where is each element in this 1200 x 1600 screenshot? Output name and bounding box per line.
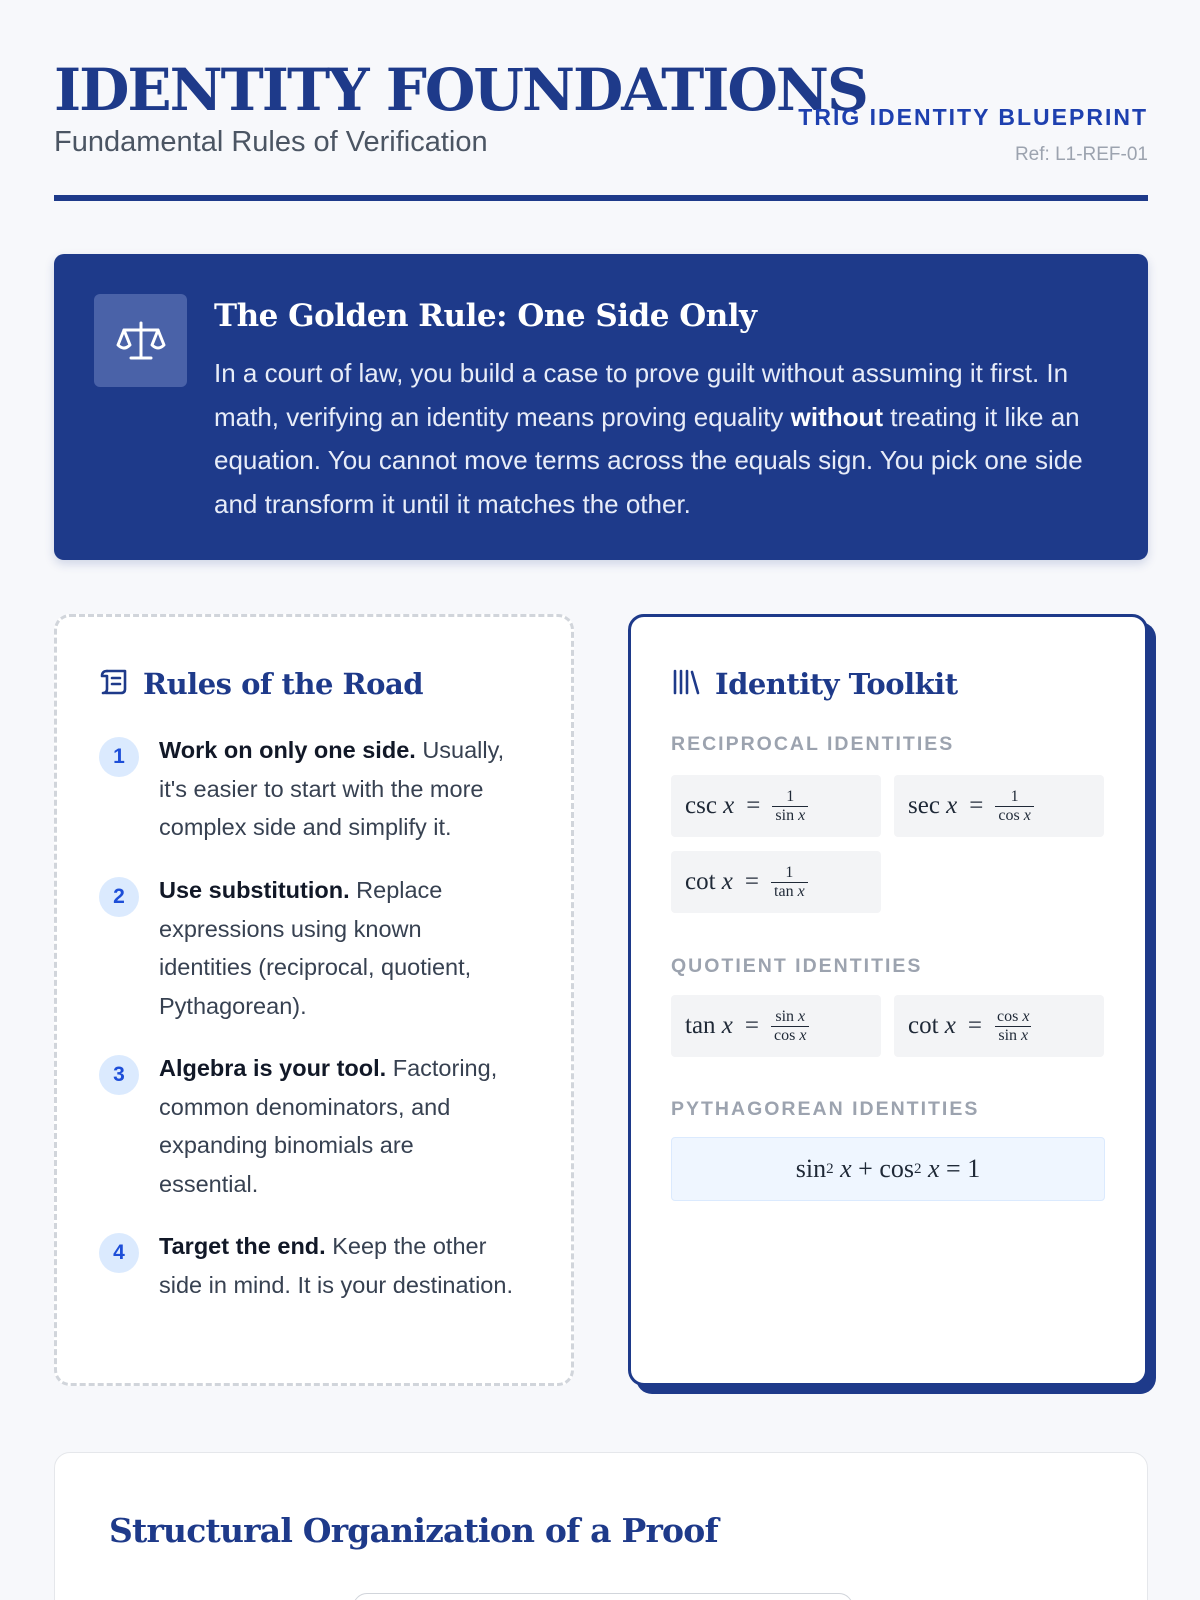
proof-structure-box <box>353 1593 853 1600</box>
cot-quotient-identity <box>894 995 1104 1057</box>
rules-header <box>99 667 423 701</box>
numerator: 1 <box>785 863 794 881</box>
rule-detail: Replace expressions using known identities (reciprocal, quotient, Pythagorean). <box>159 877 472 1019</box>
variable: x <box>797 882 805 900</box>
reciprocal-identities-label: RECIPROCAL IDENTITIES <box>671 733 955 755</box>
rule-lead: Algebra is your tool. <box>159 1055 387 1081</box>
identity-toolkit-card <box>628 614 1148 1386</box>
fraction <box>994 1008 1032 1045</box>
rule-detail: Usually, it's easier to start with the more complex side and simplify it. <box>159 737 505 840</box>
numerator <box>994 1008 1032 1026</box>
variable: x <box>1023 806 1031 824</box>
rule-lead: Work on only one side. <box>159 737 416 763</box>
rule-number-badge: 3 <box>99 1055 139 1095</box>
equals-sign: = <box>967 1012 983 1039</box>
variable: x <box>723 792 735 819</box>
page-subtitle: Fundamental Rules of Verification <box>54 126 488 158</box>
rule-text <box>159 871 519 1025</box>
function-name: tan <box>685 1012 716 1039</box>
rule-number-badge: 4 <box>99 1233 139 1273</box>
cot-reciprocal-identity <box>671 851 881 913</box>
variable: x <box>798 806 806 824</box>
variable: x <box>799 1026 807 1044</box>
exponent: 2 <box>914 1160 922 1177</box>
function-name: cot <box>908 1012 939 1039</box>
variable: x <box>840 1154 852 1183</box>
denominator-function: tan <box>774 882 794 900</box>
function-name: cot <box>685 868 716 895</box>
rule-lead: Use substitution. <box>159 877 350 903</box>
rule-number-badge: 1 <box>99 737 139 777</box>
result-value: 1 <box>967 1154 981 1183</box>
numerator-function: sin <box>775 1007 795 1025</box>
page-title: IDENTITY FOUNDATIONS <box>54 56 867 124</box>
denominator-function: sin <box>998 1026 1018 1044</box>
section-title: Structural Organization of a Proof <box>109 1511 718 1550</box>
function-name: csc <box>685 792 717 819</box>
equals-sign: = <box>746 792 761 819</box>
equals-sign: = <box>946 1154 961 1183</box>
toolkit-title: Identity Toolkit <box>715 667 958 701</box>
rule-text <box>159 1227 519 1304</box>
denominator <box>771 1026 809 1045</box>
numerator <box>772 1008 808 1026</box>
variable: x <box>1021 1026 1029 1044</box>
rules-of-the-road-card <box>54 614 574 1386</box>
variable: x <box>798 1007 806 1025</box>
toolkit-header <box>671 667 958 701</box>
fraction <box>995 788 1033 825</box>
golden-rule-title: The Golden Rule: One Side Only <box>214 298 757 334</box>
golden-rule-emphasis: without <box>790 401 884 432</box>
denominator-function: cos <box>774 1026 796 1044</box>
pythagorean-identity <box>671 1137 1105 1201</box>
rule-text <box>159 1049 519 1203</box>
denominator-function: cos <box>998 806 1020 824</box>
rule-lead: Target the end. <box>159 1233 326 1259</box>
fraction <box>771 1008 809 1045</box>
exponent: 2 <box>826 1160 834 1177</box>
sec-identity <box>894 775 1104 837</box>
rule-text <box>159 731 519 847</box>
variable: x <box>944 1012 956 1039</box>
books-icon <box>671 668 701 701</box>
reference-code: Ref: L1-REF-01 <box>1014 144 1148 165</box>
golden-rule-body <box>214 352 1094 526</box>
denominator-function: sin <box>775 806 795 824</box>
golden-rule-text-start: In a court of law, you build a case to prove guilt without assuming it first. In math, verifying an identity means proving equality <box>214 358 1069 432</box>
fraction <box>771 864 808 901</box>
denominator <box>995 1026 1031 1045</box>
function-name: sec <box>908 792 940 819</box>
variable: x <box>928 1154 940 1183</box>
structural-organization-section <box>54 1452 1148 1600</box>
quotient-identities-label: QUOTIENT IDENTITIES <box>671 955 923 977</box>
blueprint-label: TRIG IDENTITY BLUEPRINT <box>798 104 1148 130</box>
golden-rule-text-end: treating it like an equation. You cannot move terms across the equals sign. You pick one side and transform it until it matches the other. <box>214 401 1083 519</box>
function-name: cos <box>879 1154 914 1183</box>
page-header <box>54 56 1148 201</box>
equals-sign: = <box>969 792 984 819</box>
variable: x <box>721 868 733 895</box>
csc-identity <box>671 775 881 837</box>
fraction <box>772 788 808 825</box>
rules-title: Rules of the Road <box>143 667 424 701</box>
scale-icon <box>94 294 187 387</box>
denominator <box>771 882 808 901</box>
numerator: 1 <box>786 787 795 805</box>
denominator <box>772 806 808 825</box>
variable: x <box>721 1012 733 1039</box>
denominator <box>995 806 1033 825</box>
function-name: sin <box>795 1154 827 1183</box>
numerator-function: cos <box>997 1007 1019 1025</box>
scroll-icon <box>99 668 129 701</box>
plus-sign: + <box>858 1154 873 1183</box>
rule-detail: Keep the other side in mind. It is your destination. <box>159 1233 513 1298</box>
pythagorean-identities-label: PYTHAGOREAN IDENTITIES <box>671 1098 980 1120</box>
rule-number-badge: 2 <box>99 877 139 917</box>
golden-rule-banner <box>54 254 1148 560</box>
variable: x <box>946 792 958 819</box>
variable: x <box>1022 1007 1030 1025</box>
tan-quotient-identity <box>671 995 881 1057</box>
rule-detail: Factoring, common denominators, and expanding binomials are essential. <box>159 1055 498 1197</box>
equals-sign: = <box>744 1012 760 1039</box>
equals-sign: = <box>744 868 760 895</box>
numerator: 1 <box>1010 787 1019 805</box>
